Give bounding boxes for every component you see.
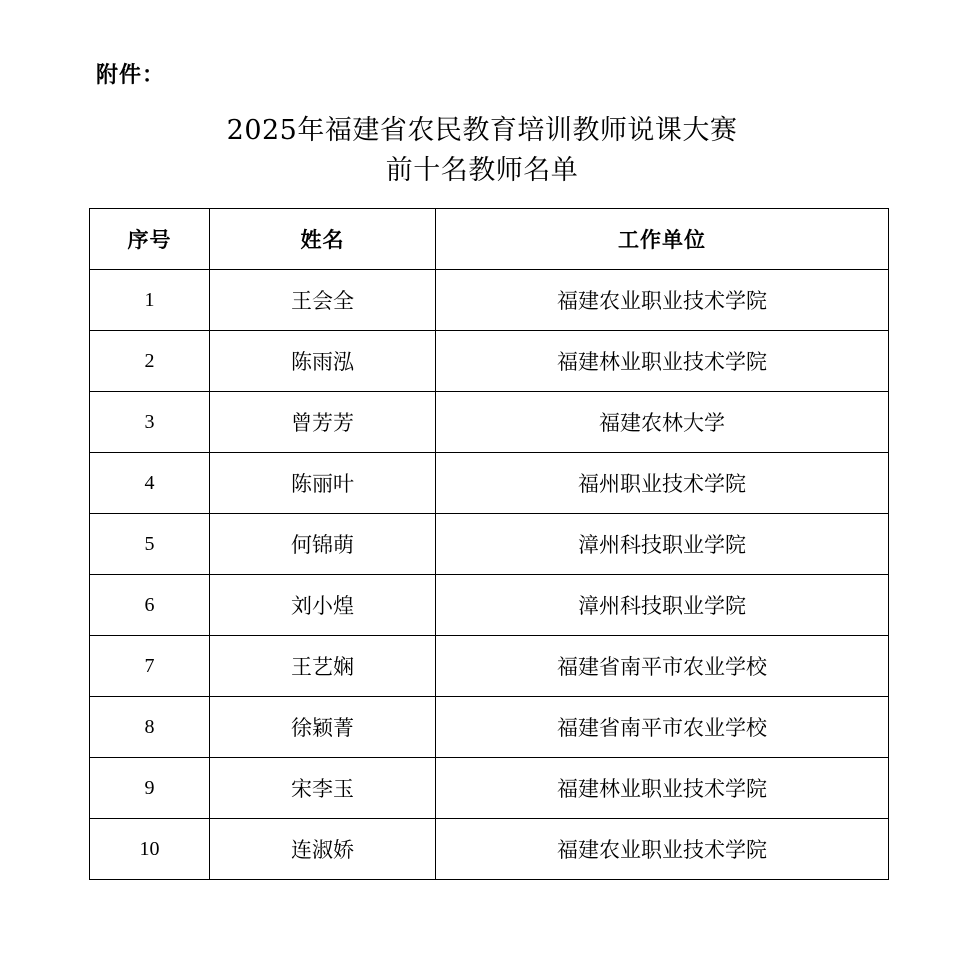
row-index: 3 [90,392,210,453]
table-body [90,270,889,880]
header-unit: 工作单位 [436,209,889,270]
row-unit: 福建省南平市农业学校 [436,636,889,697]
header-row [90,209,889,270]
table-row [90,392,889,453]
header-name: 姓名 [210,209,436,270]
row-unit: 漳州科技职业学院 [436,514,889,575]
teacher-list-table [89,208,889,880]
row-name: 徐颖菁 [210,697,436,758]
row-name: 连淑娇 [210,819,436,880]
row-index: 9 [90,758,210,819]
row-index: 2 [90,331,210,392]
table-row [90,514,889,575]
row-unit: 福建林业职业技术学院 [436,758,889,819]
row-unit: 福建省南平市农业学校 [436,697,889,758]
table-row [90,697,889,758]
table-row [90,270,889,331]
row-index: 7 [90,636,210,697]
row-name: 陈雨泓 [210,331,436,392]
table-header [90,209,889,270]
row-index: 10 [90,819,210,880]
row-index: 6 [90,575,210,636]
table-row [90,331,889,392]
table-row [90,758,889,819]
table-row [90,636,889,697]
row-name: 陈丽叶 [210,453,436,514]
document-title [0,111,964,191]
row-name: 刘小煌 [210,575,436,636]
row-unit: 福建农业职业技术学院 [436,819,889,880]
row-unit: 福建林业职业技术学院 [436,331,889,392]
table-row [90,575,889,636]
row-index: 8 [90,697,210,758]
row-name: 王艺娴 [210,636,436,697]
table-row [90,453,889,514]
row-index: 1 [90,270,210,331]
row-name: 何锦萌 [210,514,436,575]
row-name: 宋李玉 [210,758,436,819]
row-index: 4 [90,453,210,514]
row-unit: 福建农业职业技术学院 [436,270,889,331]
row-unit: 漳州科技职业学院 [436,575,889,636]
title-line-1: 2025年福建省农民教育培训教师说课大赛 [226,115,738,146]
title-line-2: 前十名教师名单 [385,155,579,186]
row-name: 王会全 [210,270,436,331]
row-unit: 福州职业技术学院 [436,453,889,514]
row-name: 曾芳芳 [210,392,436,453]
header-index: 序号 [90,209,210,270]
table-row [90,819,889,880]
row-index: 5 [90,514,210,575]
attachment-label: 附件： [96,63,166,88]
row-unit: 福建农林大学 [436,392,889,453]
